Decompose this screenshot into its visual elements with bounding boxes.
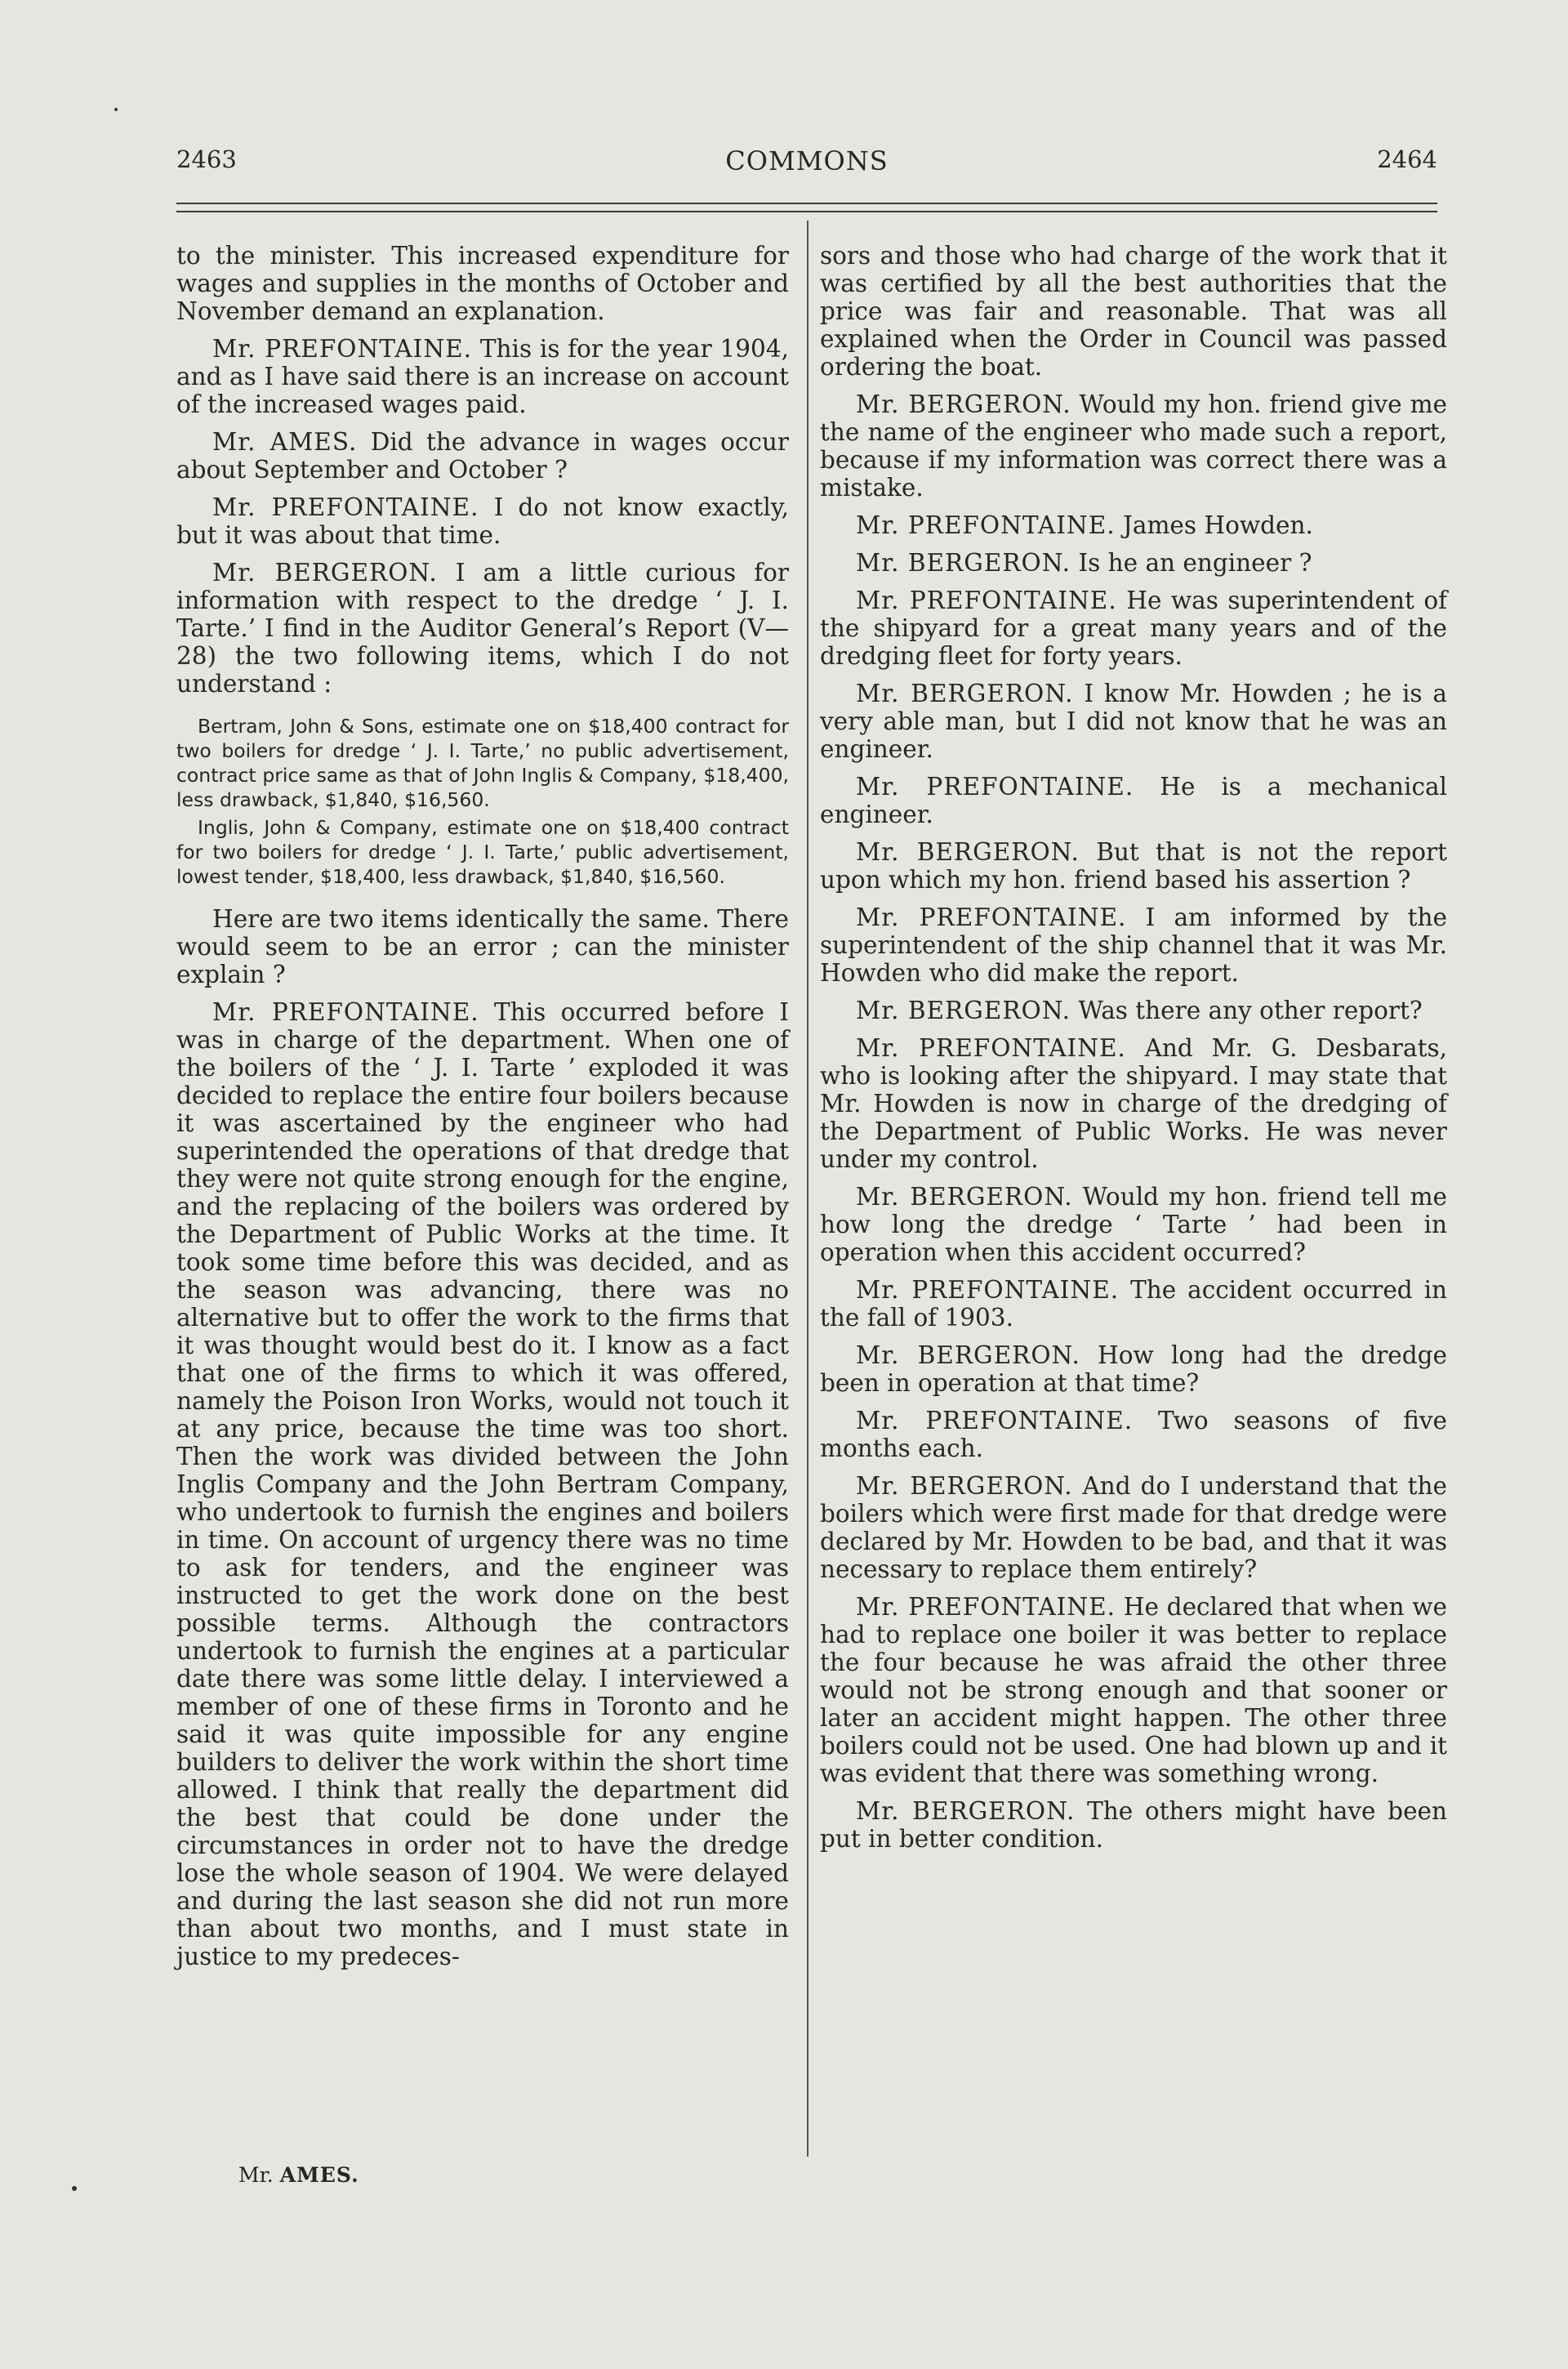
speaker-name: Mr. PREFONTAINE.: [856, 1034, 1126, 1062]
paragraph: [176, 998, 789, 1970]
paragraph-text: I know Mr. Howden ; he is a very able man, but I did not know that he was an engineer.: [820, 680, 1447, 763]
paragraph: [820, 1797, 1447, 1853]
paragraph: [820, 511, 1447, 539]
speaker-name: Mr. PREFONTAINE.: [856, 1593, 1116, 1621]
paragraph: [820, 997, 1447, 1024]
paragraph-text: The accident occurred in the fall of 1903.: [820, 1276, 1447, 1332]
footer-speaker-catchword: [238, 2163, 359, 2187]
print-speck: [114, 108, 118, 111]
header-rule-top: [176, 203, 1437, 204]
header-rule-bottom: [176, 211, 1437, 212]
paragraph: [820, 1472, 1447, 1583]
paragraph-text: James Howden.: [1123, 511, 1313, 539]
paragraph-text: sors and those who had charge of the work that it was certified by all the best authorities that the price was fair and reasonable. That was all explained when the Order in Council was passed ordering the boat.: [820, 242, 1447, 381]
speaker-name: Mr. PREFONTAINE.: [212, 335, 473, 363]
paragraph-text: He declared that when we had to replace one boiler it was better to replace the four because he was afraid the other three would not be strong enough and that sooner or later an accident might happen. The other three boilers could not be used. One had blown up and it was evident that there was something wrong.: [820, 1593, 1447, 1787]
paragraph: [820, 838, 1447, 894]
paragraph: [176, 905, 789, 988]
paragraph-text: I am a little curious for information with respect to the dredge ‘ J. I. Tarte.’ I find in the Auditor General’s Report (V—28) the two following items, which I do not understand :: [176, 559, 789, 698]
paragraph-text: This occurred before I was in charge of the department. When one of the boilers of the ‘ J. I. Tarte ’ exploded it was decided to replace the entire four boilers because it was ascertained by the engineer who had superintended the operations of that dredge that they were not quite strong enough for the engine, and the replacing of the boilers was ordered by the Department of Public Works at the time. It took some time before this was decided, and as the season was advancing, there was no alternative but to offer the work to the firms that it was thought would best do it. I know as a fact that one of the firms to which it was offered, namely the Poison Iron Works, would not touch it at any price, because the time was too short. Then the work was divided between the John Inglis Company and the John Bertram Company, who undertook to furnish the engines and boilers in time. On account of urgency there was no time to ask for tenders, and the engineer was instructed to get the work done on the best possible terms. Although the contractors undertook to furnish the engines at a particular date there was some little delay. I interviewed a member of one of these firms in Toronto and he said it was quite impossible for any engine builders to deliver the work within the short time allowed. I think that really the department did the best that could be done under the circumstances in order not to have the dredge lose the whole season of 1904. We were delayed and during the last season she did not run more than about two months, and I must state in justice to my predeces-: [176, 998, 789, 1970]
speaker-name: Mr. PREFONTAINE.: [856, 1407, 1134, 1434]
paragraph: [820, 1034, 1447, 1173]
speaker-name: Mr. BERGERON.: [212, 559, 438, 587]
paragraph: [820, 1407, 1447, 1462]
paragraph-text: to the minister. This increased expenditure for wages and supplies in the months of October and November demand an explanation.: [176, 242, 789, 325]
speaker-name: Mr. BERGERON.: [856, 997, 1071, 1024]
running-head: [176, 145, 1437, 186]
speaker-name: Mr. PREFONTAINE.: [856, 773, 1134, 801]
paragraph: [176, 335, 789, 418]
paragraph-text: The others might have been put in better condition.: [820, 1797, 1447, 1853]
footer-prefix: Mr.: [238, 2163, 274, 2187]
speaker-name: Mr. PREFONTAINE.: [856, 1276, 1120, 1304]
speaker-name: Mr. PREFONTAINE.: [856, 903, 1127, 931]
paragraph-text: How long had the dredge been in operation at that time?: [820, 1341, 1447, 1397]
paragraph: [820, 680, 1447, 763]
paragraph-text: He was superintendent of the shipyard for a great many years and of the dredging fleet for forty years.: [820, 587, 1447, 670]
speaker-name: Mr. BERGERON.: [856, 1183, 1073, 1211]
paragraph-text: Would my hon. friend give me the name of the engineer who made such a report, because if my information was correct there was a mistake.: [820, 390, 1447, 502]
paragraph: [820, 242, 1447, 381]
speaker-name: Mr. BERGERON.: [856, 549, 1071, 577]
paragraph: [176, 428, 789, 484]
speaker-name: Mr. AMES.: [212, 428, 358, 456]
left-page-number: 2463: [176, 145, 237, 173]
paragraph: [176, 493, 789, 549]
speaker-name: Mr. BERGERON.: [856, 1472, 1073, 1500]
paragraph: [820, 587, 1447, 670]
paragraph: [820, 1593, 1447, 1787]
paragraph: [820, 390, 1447, 502]
speaker-name: Mr. PREFONTAINE.: [856, 511, 1116, 539]
paragraph-text: I do not know exactly, but it was about that time.: [176, 493, 789, 549]
paragraph: [820, 1341, 1447, 1397]
paragraph-text: Two seasons of five months each.: [820, 1407, 1447, 1462]
paragraph-text: He is a mechanical engineer.: [820, 773, 1447, 828]
paragraph-text: But that is not the report upon which my hon. friend based his assertion ?: [820, 838, 1447, 894]
page-title: COMMONS: [725, 145, 889, 176]
paragraph-text: I am informed by the superintendent of the ship channel that it was Mr. Howden who did make the report.: [820, 903, 1447, 987]
paragraph-text: Would my hon. friend tell me how long the dredge ‘ Tarte ’ had been in operation when this accident occurred?: [820, 1183, 1448, 1266]
paragraph-text: And Mr. G. Desbarats, who is looking after the shipyard. I may state that Mr. Howden is now in charge of the dredging of the Department of Public Works. He was never under my control.: [820, 1034, 1447, 1173]
paragraph-text: This is for the year 1904, and as I have said there is an increase on account of the increased wages paid.: [176, 335, 789, 418]
quoted-item: Inglis, John & Company, estimate one on $18,400 contract for two boilers for dredge ‘ J. I. Tarte,’ public advertisement, lowest tender, $18,400, less drawback, $1,840, $16,560.: [176, 816, 789, 888]
footer-name: AMES.: [279, 2163, 359, 2187]
paragraph-text: Was there any other report?: [1078, 997, 1423, 1024]
speaker-name: Mr. PREFONTAINE.: [212, 998, 479, 1026]
paragraph: [176, 242, 789, 325]
right-column: [820, 242, 1447, 1863]
speaker-name: Mr. PREFONTAINE.: [856, 587, 1117, 614]
paragraph: [820, 1183, 1447, 1266]
quoted-item: Bertram, John & Sons, estimate one on $18,400 contract for two boilers for dredge ‘ J. I. Tarte,’ no public advertisement, contract price same as that of John Inglis & Company, $18,400, less drawback, $1,840, $16,560.: [176, 715, 789, 811]
paragraph-text: And do I understand that the boilers which were first made for that dredge were declared by Mr. Howden to be bad, and that it was necessary to replace them entirely?: [820, 1472, 1447, 1583]
speaker-name: Mr. BERGERON.: [856, 390, 1071, 418]
paragraph: [820, 773, 1447, 828]
print-speck: [72, 2186, 77, 2191]
speaker-name: Mr. BERGERON.: [856, 1341, 1080, 1369]
paragraph-text: Here are two items identically the same. There would seem to be an error ; can the minister explain ?: [176, 905, 789, 988]
speaker-name: Mr. BERGERON.: [856, 838, 1080, 866]
paragraph-text: Is he an engineer ?: [1078, 549, 1312, 577]
speaker-name: Mr. PREFONTAINE.: [212, 493, 479, 521]
paragraph-text: Did the advance in wages occur about September and October ?: [176, 428, 789, 484]
paragraph: [820, 903, 1447, 987]
paragraph: [820, 1276, 1447, 1332]
right-page-number: 2464: [1377, 145, 1437, 173]
left-column: [176, 242, 789, 1980]
paragraph: [820, 549, 1447, 577]
speaker-name: Mr. BERGERON.: [856, 680, 1074, 707]
speaker-name: Mr. BERGERON.: [856, 1797, 1076, 1825]
column-divider: [807, 221, 808, 2157]
paragraph: [176, 559, 789, 698]
